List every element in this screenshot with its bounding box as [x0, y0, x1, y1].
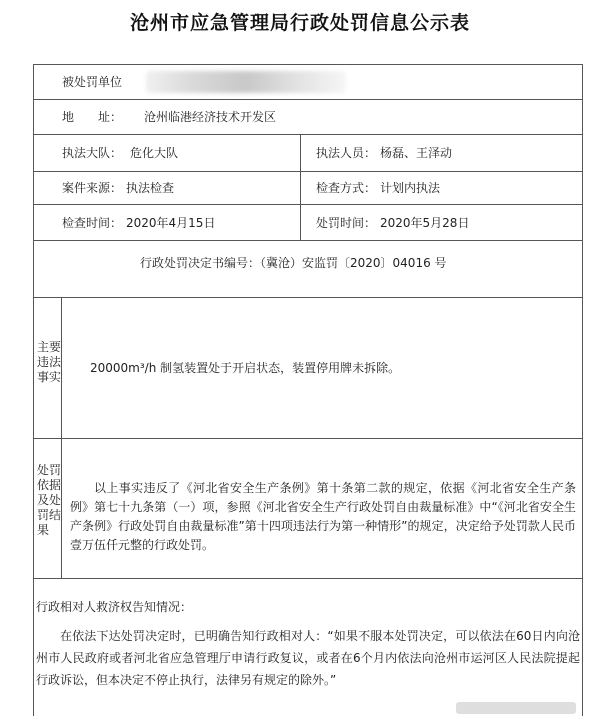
inspection-date-label: 检查时间： — [62, 216, 123, 230]
table-rule — [34, 297, 582, 298]
case-source-label: 案件来源： — [62, 181, 123, 195]
officers-value: 杨磊、王泽动 — [380, 146, 453, 160]
address-label: 地 址： — [62, 110, 123, 124]
main-facts-text: 20000m³/h 制氢装置处于开启状态，装置停用牌未拆除。 — [90, 361, 401, 375]
column-divider — [300, 134, 301, 240]
brigade-label: 执法大队： — [62, 146, 123, 160]
basis-result-text: 以上事实违反了《河北省安全生产条例》第十条第二款的规定，依据《河北省安全生产条例》第七十九条第（一）项，参照《河北省安全生产行政处罚自由裁量标准》中“《河北省安全生产条例》行政处罚自由裁量标准”第十四项违法行为第一种情形”的规定，决定给予处罚款人民币壹万伍仟元整的行政处罚。 — [70, 481, 576, 552]
remedy-text: 在依法下达处罚决定时，已明确告知行政相对人：“如果不服本处罚决定，可以依法在60日内向沧州市人民政府或者河北省应急管理厅申请行政复议，或者在6个月内依法向沧州市运河区人民法院提起行政诉讼，但本决定不停止执行，法律另有规定的除外。” — [36, 629, 580, 687]
basis-result-label: 处罚依据及处罚结果 — [37, 463, 62, 537]
page-title: 沧州市应急管理局行政处罚信息公示表 — [129, 12, 470, 34]
table-rule — [34, 204, 582, 205]
case-source-value: 执法检查 — [126, 181, 175, 195]
table-rule — [34, 240, 582, 241]
penalty-date-label: 处罚时间： — [316, 216, 377, 230]
table-rule — [34, 578, 582, 579]
penalized-unit-label: 被处罚单位 — [62, 75, 123, 89]
officers-label: 执法人员： — [316, 146, 377, 160]
decision-number: 行政处罚决定书编号：（冀沧）安监罚〔2020〕04016 号 — [140, 256, 447, 270]
table-rule — [34, 134, 582, 135]
address-value: 沧州临港经济技术开发区 — [144, 110, 277, 124]
penalty-date-value: 2020年5月28日 — [380, 216, 470, 230]
watermark-overlay — [456, 702, 576, 714]
penalty-info-table — [33, 64, 583, 716]
main-facts-label: 主要违法事实 — [37, 340, 62, 384]
redacted-unit-name — [146, 71, 346, 93]
table-rule — [34, 438, 582, 439]
inspection-method-label: 检查方式： — [316, 181, 377, 195]
remedy-heading: 行政相对人救济权告知情况： — [36, 600, 193, 614]
brigade-value: 危化大队 — [130, 146, 179, 160]
table-rule — [34, 171, 582, 172]
inspection-date-value: 2020年4月15日 — [126, 216, 216, 230]
inspection-method-value: 计划内执法 — [380, 181, 441, 195]
table-rule — [34, 99, 582, 100]
